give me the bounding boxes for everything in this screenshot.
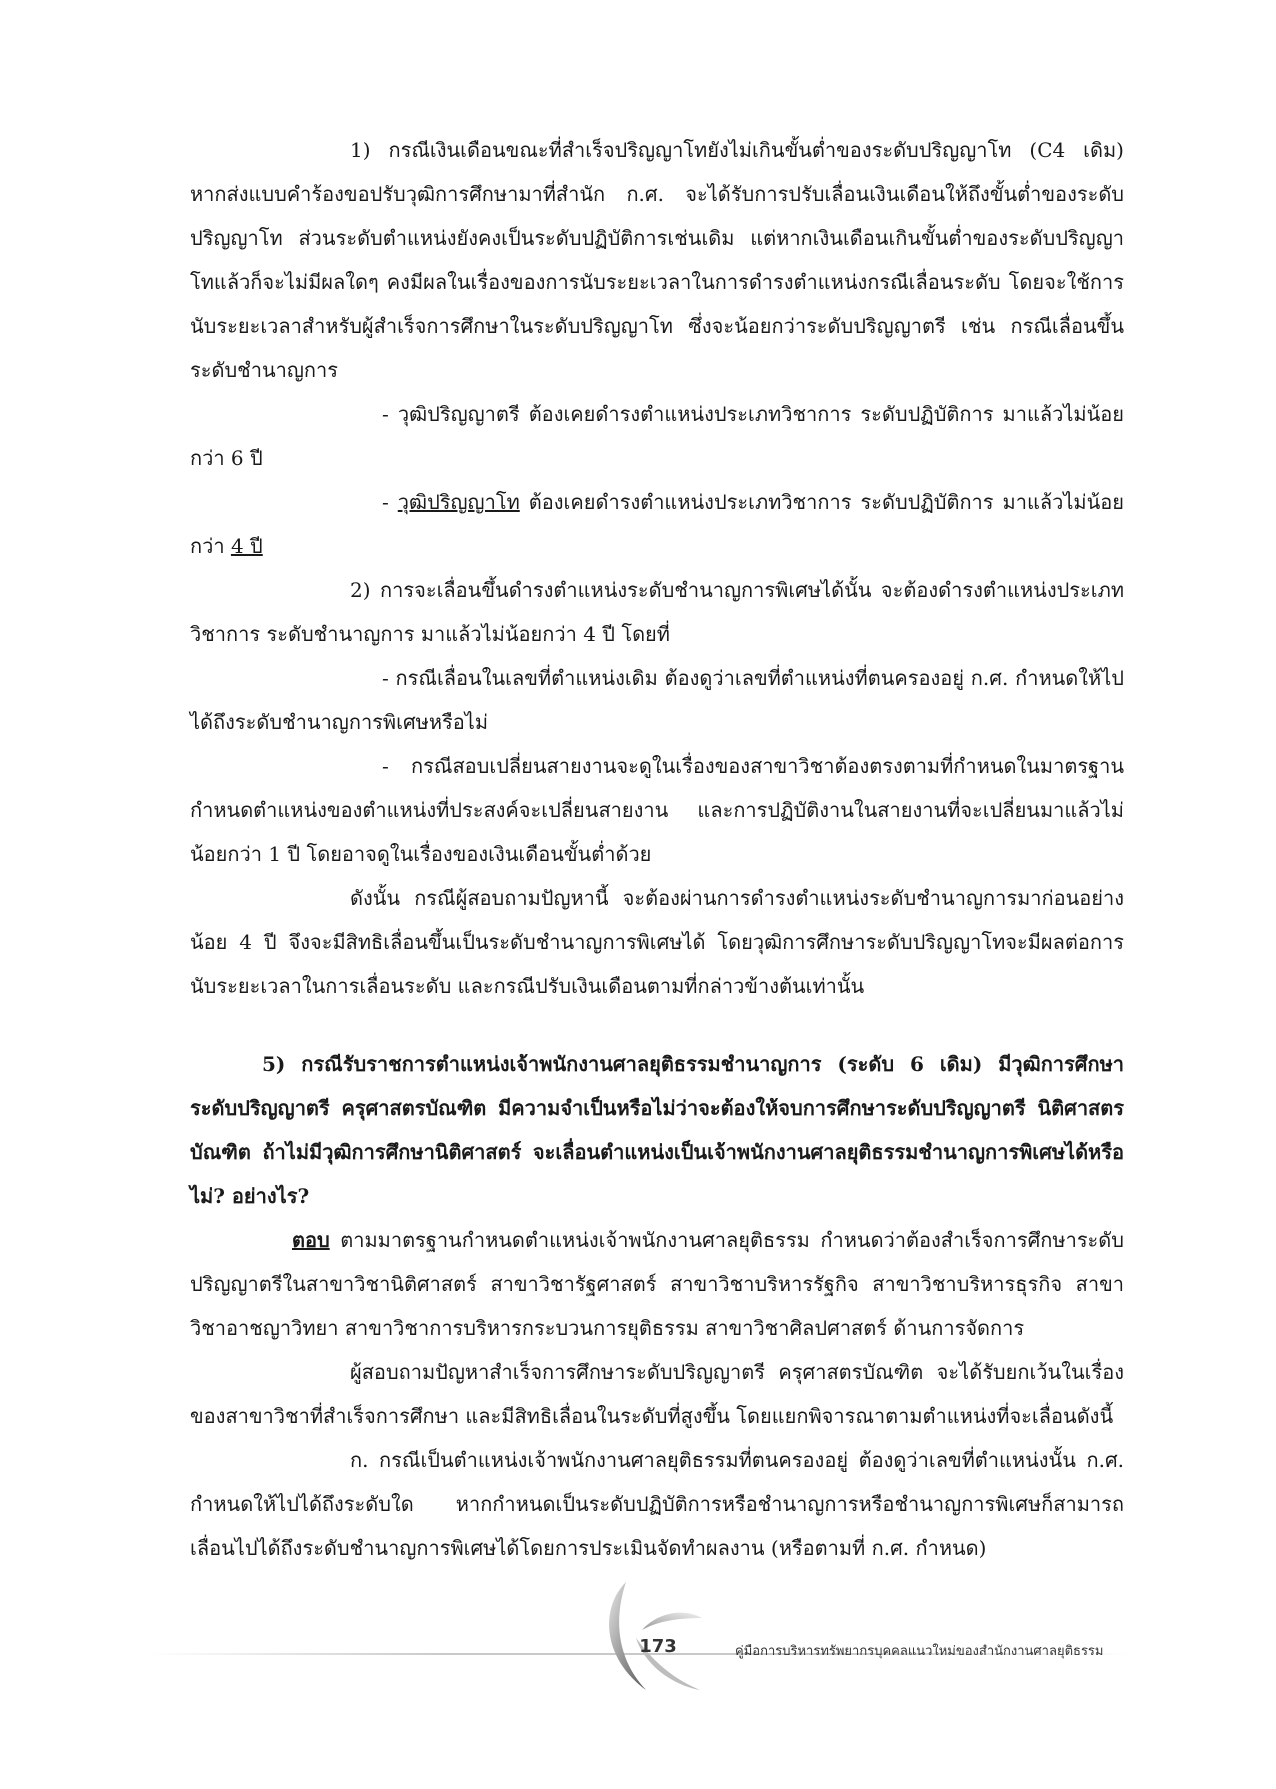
paragraph-conclusion: ดังนั้น กรณีผู้สอบถามปัญหานี้ จะต้องผ่านการดำรงตำแหน่งระดับชำนาญการมาก่อนอย่างน้อย 4 ปี จึงจะมีสิทธิเลื่อนขึ้นเป็นระดับชำนาญการพิเศษได้ โดยวุฒิการศึกษาระดับปริญญาโทจะมีผลต่อการนับระยะเวลาในการเลื่อนระดับ และกรณีปรับเงินเดือนตามที่กล่าวข้างต้นเท่านั้น — [190, 886, 1124, 998]
question-heading: 5) กรณีรับราชการตำแหน่งเจ้าพนักงานศาลยุติธรรมชำนาญการ (ระดับ 6 เดิม) มีวุฒิการศึกษาระดับปริญญาตรี ครุศาสตรบัณฑิต มีความจำเป็นหรือไม่ว่าจะต้องให้จบการศึกษาระดับปริญญาตรี นิติศาสตรบัณฑิต ถ้าไม่มีวุฒิการศึกษานิติศาสตร์ จะเลื่อนตำแหน่งเป็นเจ้าพนักงานศาลยุติธรรมชำนาญการพิเศษได้หรือไม่? อย่างไร? — [190, 1052, 1124, 1208]
bullet-bachelor-degree: - วุฒิปริญญาตรี ต้องเคยดำรงตำแหน่งประเภทวิชาการ ระดับปฏิบัติการ มาแล้วไม่น้อยกว่า 6 ปี — [190, 402, 1124, 470]
answer-paragraph — [190, 1218, 1124, 1350]
bullet-prefix: - — [382, 490, 398, 514]
page-footer — [0, 1560, 1276, 1680]
paragraph-promotion: 2) การจะเลื่อนขึ้นดำรงตำแหน่งระดับชำนาญการพิเศษได้นั้น จะต้องดำรงตำแหน่งประเภทวิชาการ ระดับชำนาญการ มาแล้วไม่น้อยกว่า 4 ปี โดยที่ — [190, 578, 1124, 646]
underlined-years: 4 ปี — [230, 534, 263, 558]
answer-text: ตามมาตรฐานกำหนดตำแหน่งเจ้าพนักงานศาลยุติธรรม กำหนดว่าต้องสำเร็จการศึกษาระดับปริญญาตรีในสาขาวิชานิติศาสตร์ สาขาวิชารัฐศาสตร์ สาขาวิชาบริหารรัฐกิจ สาขาวิชาบริหารธุรกิจ สาขาวิชาอาชญาวิทยา สาขาวิชาการบริหารกระบวนการยุติธรรม สาขาวิชาศิลปศาสตร์ ด้านการจัดการ — [190, 1228, 1124, 1340]
page-content — [190, 128, 1124, 1570]
footer-book-title: คู่มือการบริหารทรัพยากรบุคคลแนวใหม่ของสำนักงานศาลยุติธรรม — [735, 1644, 1104, 1659]
paragraph-case-a: ก. กรณีเป็นตำแหน่งเจ้าพนักงานศาลยุติธรรมที่ตนครองอยู่ ต้องดูว่าเลขที่ตำแหน่งนั้น ก.ศ. กำหนดให้ไปได้ถึงระดับใด หากกำหนดเป็นระดับปฏิบัติการหรือชำนาญการหรือชำนาญการพิเศษก็สามารถเลื่อนไปได้ถึงระดับชำนาญการพิเศษได้โดยการประเมินจัดทำผลงาน (หรือตามที่ ก.ศ. กำหนด) — [190, 1448, 1124, 1560]
bullet-change-line: - กรณีสอบเปลี่ยนสายงานจะดูในเรื่องของสาขาวิชาต้องตรงตามที่กำหนดในมาตรฐานกำหนดตำแหน่งของตำแหน่งที่ประสงค์จะเปลี่ยนสายงาน และการปฏิบัติงานในสายงานที่จะเปลี่ยนมาแล้วไม่น้อยกว่า 1 ปี โดยอาจดูในเรื่องของเงินเดือนขั้นต่ำด้วย — [190, 754, 1124, 866]
section-gap — [190, 1008, 1124, 1042]
bullet-master-text: ต้องเคยดำรงตำแหน่งประเภทวิชาการ ระดับปฏิบัติการ มาแล้วไม่น้อยกว่า — [190, 490, 1124, 558]
answer-label: ตอบ — [292, 1228, 330, 1252]
page-number: 173 — [639, 1636, 677, 1657]
paragraph-salary-case: 1) กรณีเงินเดือนขณะที่สำเร็จปริญญาโทยังไม่เกินขั้นต่ำของระดับปริญญาโท (C4 เดิม) หากส่งแบบคำร้องขอปรับวุฒิการศึกษามาที่สำนัก ก.ศ. จะได้รับการปรับเลื่อนเงินเดือนให้ถึงขั้นต่ำของระดับปริญญาโท ส่วนระดับตำแหน่งยังคงเป็นระดับปฏิบัติการเช่นเดิม แต่หากเงินเดือนเกินขั้นต่ำของระดับปริญญาโทแล้วก็จะไม่มีผลใดๆ คงมีผลในเรื่องของการนับระยะเวลาในการดำรงตำแหน่งกรณีเลื่อนระดับ โดยจะใช้การนับระยะเวลาสำหรับผู้สำเร็จการศึกษาในระดับปริญญาโท ซึ่งจะน้อยกว่าระดับปริญญาตรี เช่น กรณีเลื่อนขึ้นระดับชำนาญการ — [190, 138, 1124, 382]
bullet-same-position: - กรณีเลื่อนในเลขที่ตำแหน่งเดิม ต้องดูว่าเลขที่ตำแหน่งที่ตนครองอยู่ ก.ศ. กำหนดให้ไปได้ถึงระดับชำนาญการพิเศษหรือไม่ — [190, 666, 1124, 734]
bullet-master-degree — [190, 480, 1124, 568]
paragraph-exemption: ผู้สอบถามปัญหาสำเร็จการศึกษาระดับปริญญาตรี ครุศาสตรบัณฑิต จะได้รับยกเว้นในเรื่องของสาขาวิชาที่สำเร็จการศึกษา และมีสิทธิเลื่อนในระดับที่สูงขึ้น โดยแยกพิจารณาตามตำแหน่งที่จะเลื่อนดังนี้ — [190, 1360, 1124, 1428]
underlined-master-degree: วุฒิปริญญาโท — [397, 490, 520, 514]
